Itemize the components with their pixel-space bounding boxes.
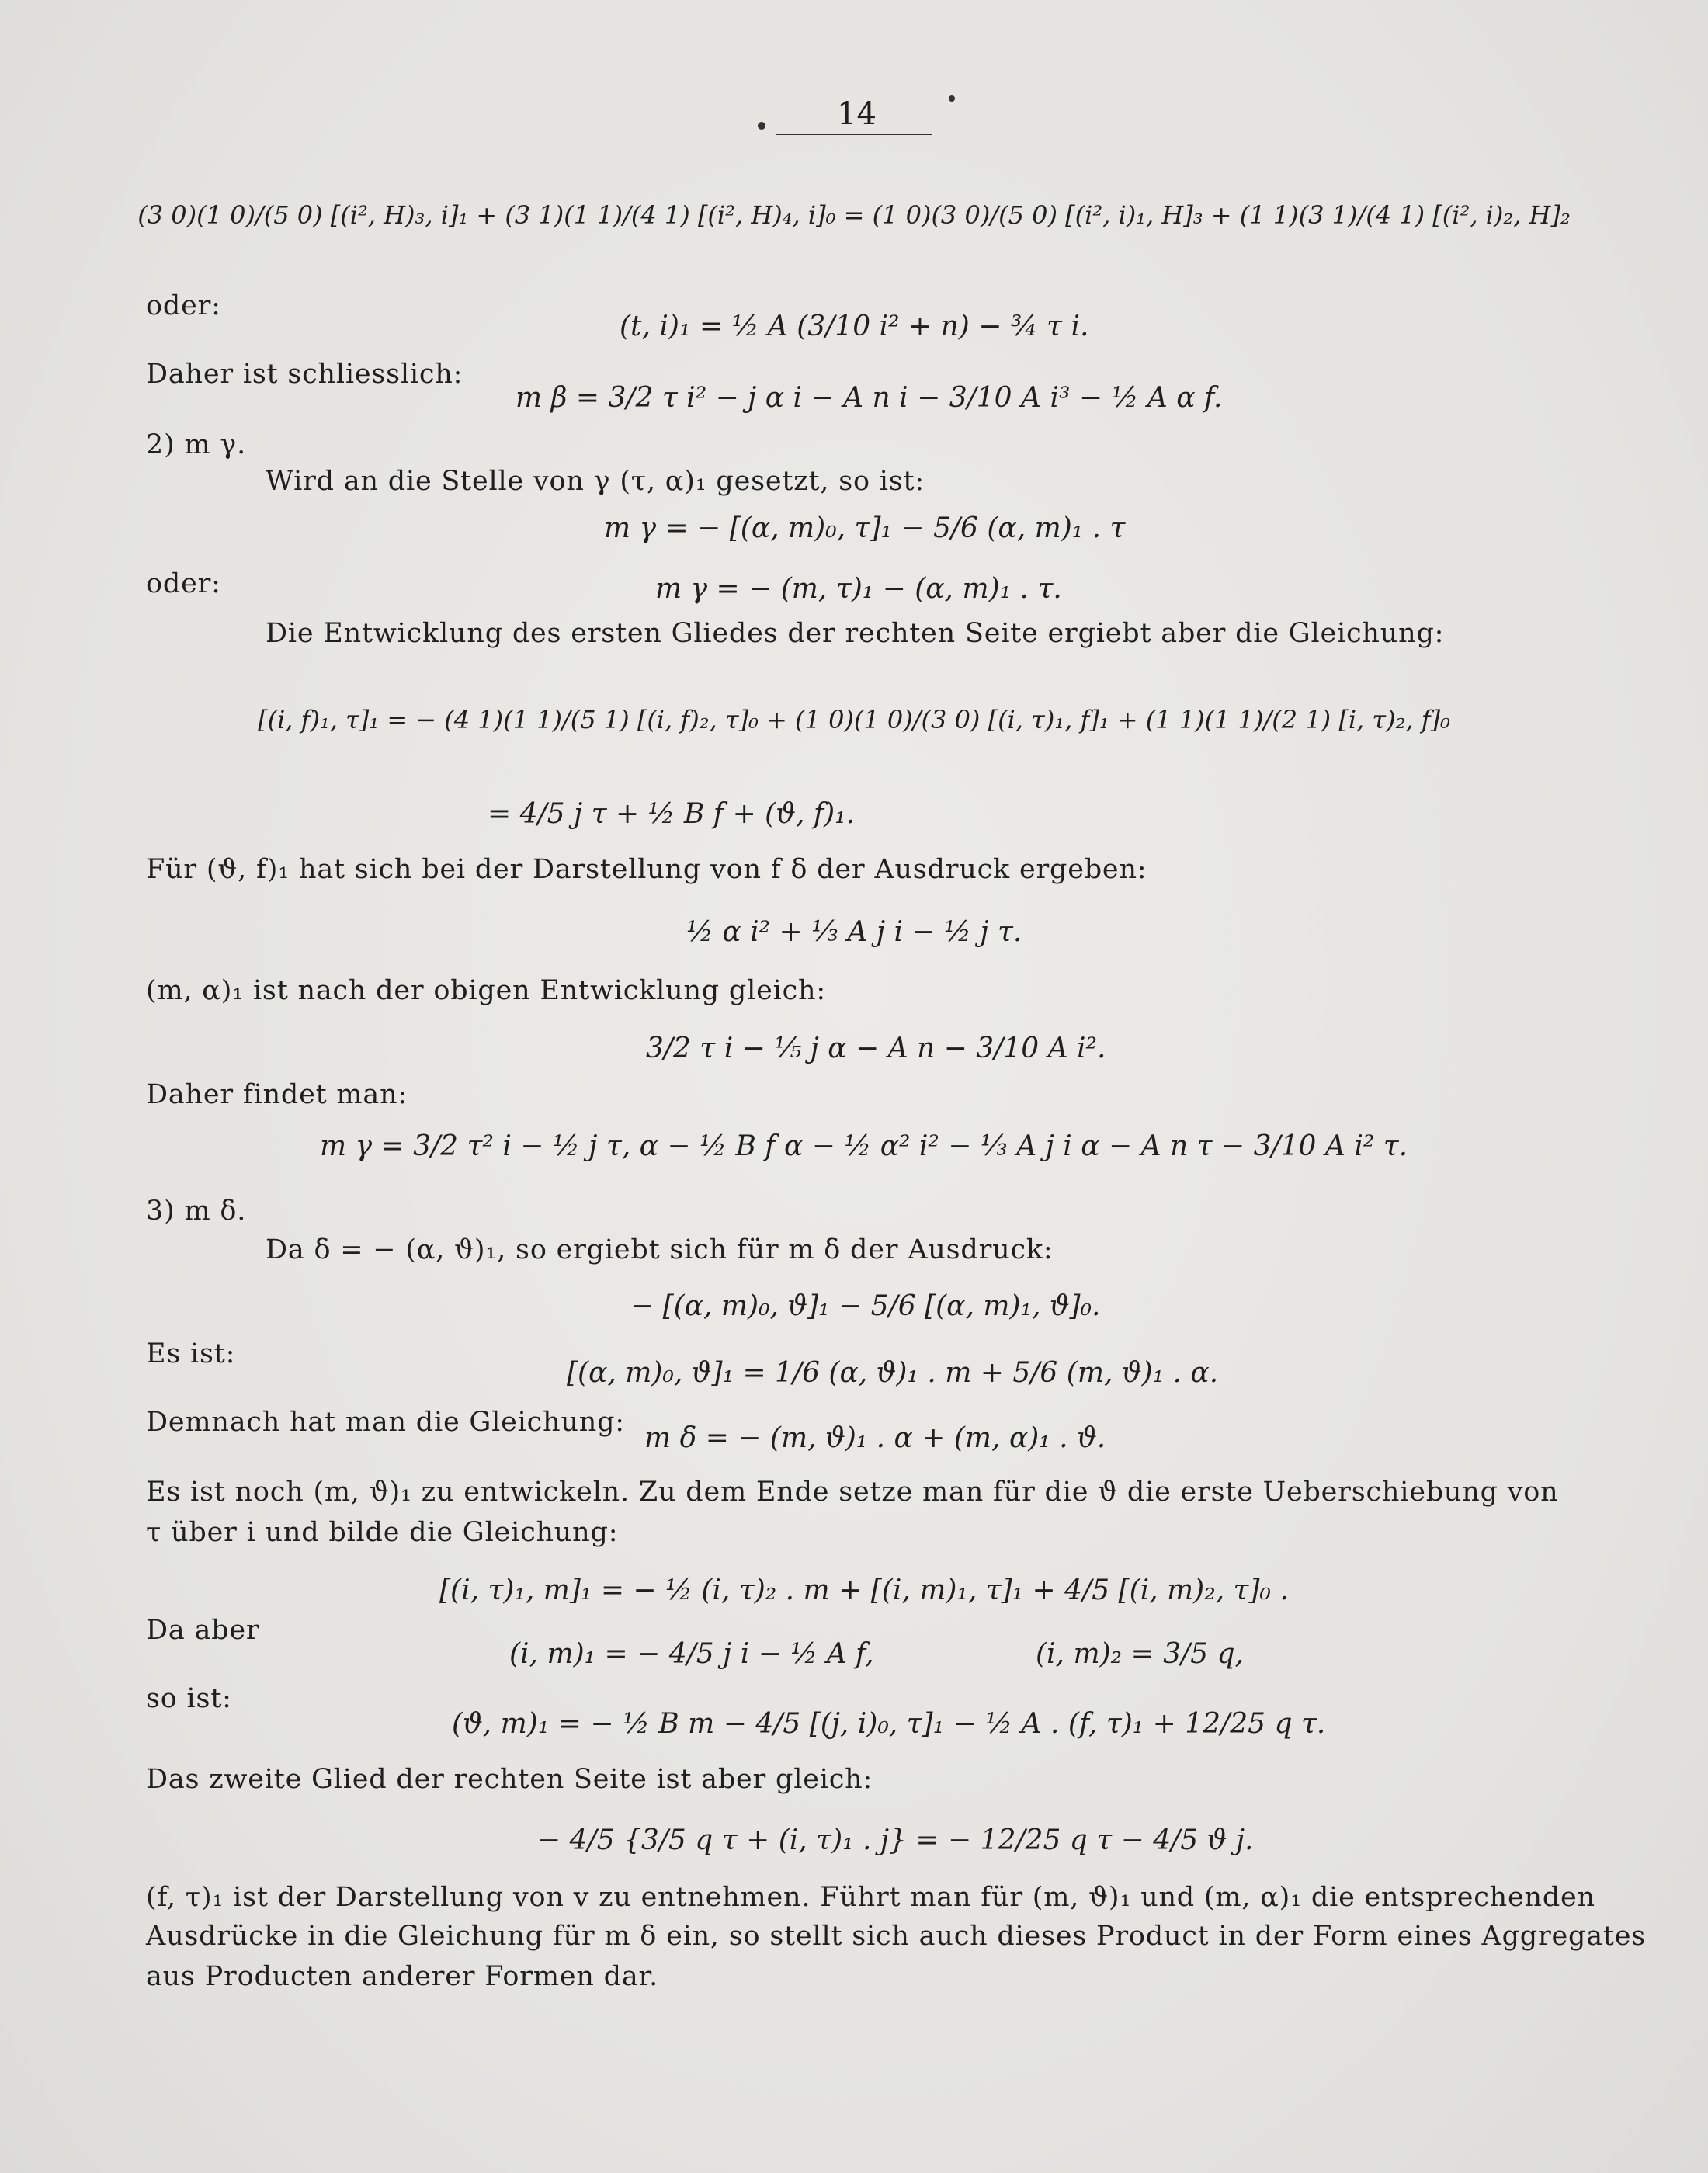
text-m-alpha: (m, α)₁ ist nach der obigen Entwicklung gleich:	[146, 975, 826, 1006]
text-daher-findet: Daher findet man:	[146, 1079, 408, 1110]
equation-three-halves: 3/2 τ i − ⅕ j α − A n − 3/10 A i².	[646, 1033, 1106, 1064]
text-wird: Wird an die Stelle von γ (τ, α)₁ gesetzt, so ist:	[266, 466, 925, 497]
equation-m-delta-1: − [(α, m)₀, ϑ]₁ − 5/6 [(α, m)₁, ϑ]₀.	[630, 1290, 1101, 1322]
text-fur: Für (ϑ, f)₁ hat sich bei der Darstellung von f δ der Ausdruck ergeben:	[146, 854, 1147, 885]
equation-i-f-tau-result: = 4/5 j τ + ½ B f + (ϑ, f)₁.	[488, 798, 856, 830]
equation-i-m-2: (i, m)₂ = 3/5 q,	[1036, 1638, 1244, 1670]
text-oder: oder:	[146, 568, 221, 599]
text-es-ist: Es ist:	[146, 1338, 236, 1369]
equation-m-gamma-3: m γ = 3/2 τ² i − ½ j τ, α − ½ B f α − ½ α² i² − ⅓ A j i α − A n τ − 3/10 A i² τ.	[320, 1130, 1408, 1162]
text-final-2: Ausdrücke in die Gleichung für m δ ein, so stellt sich auch dieses Product in der Form eines Aggregates	[146, 1921, 1647, 1952]
text-es-noch-2: τ über i und bilde die Gleichung:	[146, 1517, 619, 1548]
ink-speck	[949, 95, 955, 102]
equation-m-beta: m β = 3/2 τ i² − j α i − A n i − 3/10 A i³ − ½ A α f.	[516, 382, 1223, 414]
equation-m-delta-2: m δ = − (m, ϑ)₁ . α + (m, α)₁ . ϑ.	[644, 1422, 1106, 1454]
text-daher-schliesslich: Daher ist schliesslich:	[146, 359, 463, 390]
equation-alpha-m: [(α, m)₀, ϑ]₁ = 1/6 (α, ϑ)₁ . m + 5/6 (m, ϑ)₁ . α.	[567, 1357, 1219, 1389]
equation-theta-m: (ϑ, m)₁ = − ½ B m − 4/5 [(j, i)₀, τ]₁ − ½ A . (f, τ)₁ + 12/25 q τ.	[452, 1708, 1326, 1740]
text-da-delta: Da δ = − (α, ϑ)₁, so ergiebt sich für m δ der Ausdruck:	[266, 1234, 1054, 1265]
text-es-noch-1: Es ist noch (m, ϑ)₁ zu entwickeln. Zu dem Ende setze man für die ϑ die erste Ueberschiebung von	[146, 1477, 1559, 1508]
equation-binomial-top: (3 0)(1 0)/(5 0) [(i², H)₃, i]₁ + (3 1)(1 1)/(4 1) [(i², H)₄, i]₀ = (1 0)(3 0)/(5 0) [(i², i)₁, H]₃ + (1 1)(3 1)/(4 1) [(i², i)₂, H]₂	[137, 200, 1571, 230]
text-oder: oder:	[146, 290, 221, 321]
equation-t-i: (t, i)₁ = ½ A (3/10 i² + n) − ¾ τ i.	[620, 311, 1089, 342]
text-zweite: Das zweite Glied der rechten Seite ist aber gleich:	[146, 1764, 873, 1795]
page-number-rule	[776, 134, 932, 135]
equation-m-gamma-1: m γ = − [(α, m)₀, τ]₁ − 5/6 (α, m)₁ . τ	[604, 512, 1126, 544]
equation-i-f-tau: [(i, f)₁, τ]₁ = − (4 1)(1 1)/(5 1) [(i, f)₂, τ]₀ + (1 0)(1 0)/(3 0) [(i, τ)₁, f]₁ + (1 1)(1 1)/(2 1) [i, τ)₂, f]₀	[258, 705, 1450, 734]
equation-half-alpha: ½ α i² + ⅓ A j i − ½ j τ.	[686, 916, 1022, 948]
equation-i-m-1: (i, m)₁ = − 4/5 j i − ½ A f,	[509, 1638, 874, 1670]
text-demnach: Demnach hat man die Gleichung:	[146, 1407, 625, 1438]
section-heading-3: 3) m δ.	[146, 1196, 247, 1227]
equation-m-gamma-2: m γ = − (m, τ)₁ − (α, m)₁ . τ.	[655, 573, 1062, 605]
page-number: 14	[837, 96, 877, 132]
text-entwicklung: Die Entwicklung des ersten Gliedes der rechten Seite ergiebt aber die Gleichung:	[266, 618, 1445, 649]
text-final-3: aus Producten anderer Formen dar.	[146, 1961, 659, 1992]
section-heading-2: 2) m γ.	[146, 429, 247, 460]
text-final-1: (f, τ)₁ ist der Darstellung von v zu entnehmen. Führt man für (m, ϑ)₁ und (m, α)₁ die entsprechenden	[146, 1882, 1595, 1913]
text-so-ist: so ist:	[146, 1683, 232, 1714]
text-da-aber: Da aber	[146, 1615, 260, 1646]
equation-i-tau-m: [(i, τ)₁, m]₁ = − ½ (i, τ)₂ . m + [(i, m)₁, τ]₁ + 4/5 [(i, m)₂, τ]₀ .	[439, 1574, 1289, 1606]
ink-speck	[758, 122, 765, 130]
equation-four-fifths: − 4/5 {3/5 q τ + (i, τ)₁ . j} = − 12/25 q τ − 4/5 ϑ j.	[537, 1824, 1254, 1856]
